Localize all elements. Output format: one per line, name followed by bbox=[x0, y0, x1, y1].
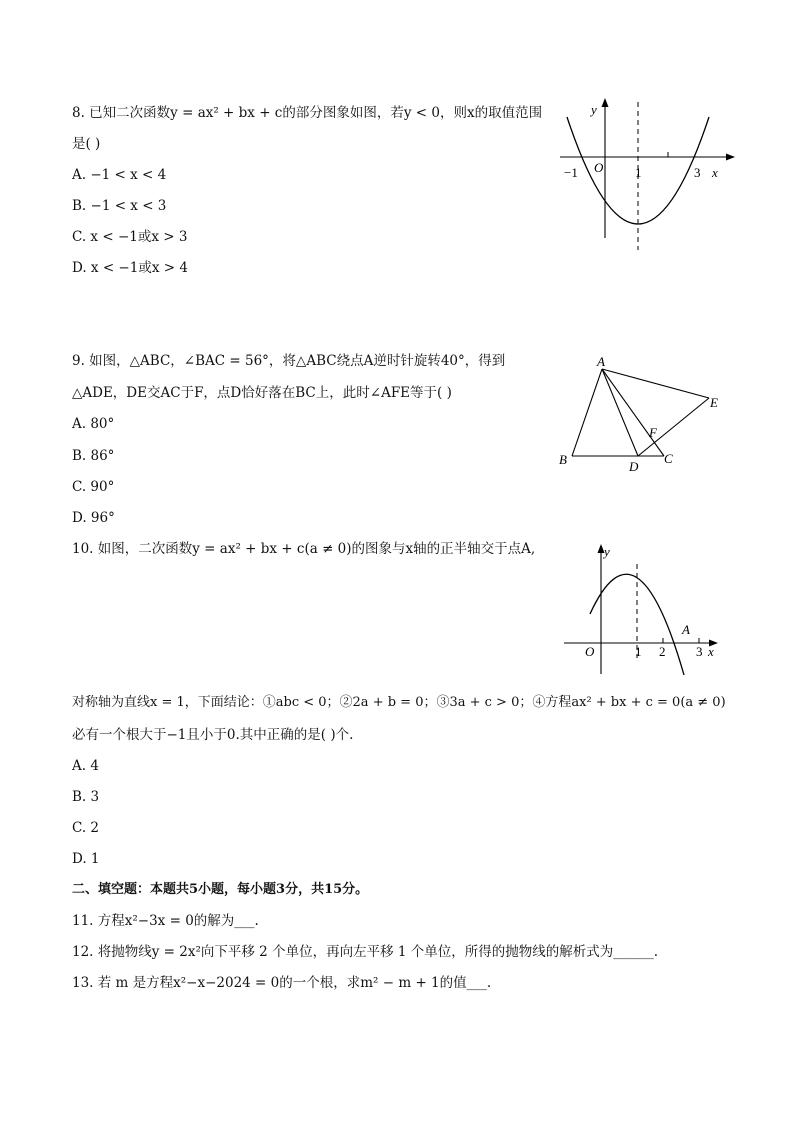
q9-label-d: D bbox=[629, 459, 639, 474]
q11-text: 11. 方程x²−3x = 0的解为___. bbox=[72, 913, 259, 929]
q9-segment-ae bbox=[602, 369, 709, 398]
q8-tick-3-label: 3 bbox=[694, 165, 701, 180]
q8-y-arrow-icon bbox=[602, 98, 609, 107]
q10-tick-2-label: 2 bbox=[659, 644, 666, 659]
q8-origin-label: O bbox=[594, 160, 604, 175]
q8-stem-line1: 8. 已知二次函数y = ax² + bx + c的部分图象如图，若y < 0，则x的取值范围 bbox=[72, 105, 543, 121]
q8-option-c: C. x < −1或x > 3 bbox=[72, 229, 188, 245]
q8-option-a: A. −1 < x < 4 bbox=[72, 167, 167, 183]
q12-text: 12. 将抛物线y = 2x²向下平移 2 个单位，再向左平移 1 个单位，所得的抛物线的解析式为______. bbox=[72, 944, 659, 960]
q9-label-a: A bbox=[597, 354, 605, 369]
q10-option-d: D. 1 bbox=[72, 851, 100, 867]
q10-x-label: x bbox=[708, 644, 714, 659]
q9-label-f: F bbox=[649, 425, 657, 440]
q8-tick-neg1-label: −1 bbox=[564, 165, 578, 180]
q10-stem-line3: 必有一个根大于−1且小于0.其中正确的是( )个. bbox=[72, 727, 354, 743]
q8-x-arrow-icon bbox=[726, 154, 735, 161]
q9-segment-ab bbox=[572, 369, 602, 456]
q10-origin-label: O bbox=[585, 644, 595, 659]
q10-point-a-label: A bbox=[682, 622, 690, 637]
q9-stem-line2: △ADE，DE交AC于F，点D恰好落在BC上，此时∠AFE等于( ) bbox=[72, 385, 452, 401]
section-heading-fill-in: 二、填空题：本题共5小题，每小题3分，共15分。 bbox=[72, 882, 369, 897]
q9-option-d: D. 96° bbox=[72, 510, 115, 526]
q10-stem-line2: 对称轴为直线x = 1，下面结论：①abc < 0；②2a + b = 0；③3a + c > 0；④方程ax² + bx + c = 0(a ≠ 0) bbox=[72, 695, 726, 710]
q9-label-c: C bbox=[664, 451, 673, 466]
q8-stem-line2: 是( ) bbox=[72, 136, 101, 152]
q8-tick-1-label: 1 bbox=[635, 165, 642, 180]
q9-label-e: E bbox=[710, 395, 718, 410]
q8-x-label: x bbox=[712, 165, 718, 180]
q9-option-c: C. 90° bbox=[72, 479, 115, 495]
q8-option-d: D. x < −1或x > 4 bbox=[72, 260, 188, 276]
q10-tick-1-label: 1 bbox=[635, 644, 642, 659]
q10-parabola-curve bbox=[590, 574, 684, 675]
q10-parabola-graph bbox=[560, 540, 720, 680]
q10-option-c: C. 2 bbox=[72, 820, 100, 836]
q9-label-b: B bbox=[559, 452, 567, 467]
q13-text: 13. 若 m 是方程x²−x−2024 = 0的一个根，求m² − m + 1的值___. bbox=[72, 975, 492, 991]
q9-option-b: B. 86° bbox=[72, 448, 115, 464]
q8-parabola-graph bbox=[555, 98, 735, 260]
q8-option-b: B. −1 < x < 3 bbox=[72, 198, 167, 214]
q10-y-label: y bbox=[604, 544, 610, 559]
q10-tick-3-label: 3 bbox=[696, 644, 703, 659]
q8-y-label: y bbox=[591, 102, 597, 117]
q10-option-a: A. 4 bbox=[72, 758, 99, 774]
q9-rotation-figure bbox=[555, 353, 730, 478]
q9-option-a: A. 80° bbox=[72, 416, 115, 432]
q10-option-b: B. 3 bbox=[72, 789, 100, 805]
q10-stem-line1: 10. 如图，二次函数y = ax² + bx + c(a ≠ 0)的图象与x轴的正半轴交于点A, bbox=[72, 541, 536, 557]
q9-stem-line1: 9. 如图，△ABC，∠BAC = 56°，将△ABC绕点A逆时针旋转40°，得到 bbox=[72, 353, 506, 369]
